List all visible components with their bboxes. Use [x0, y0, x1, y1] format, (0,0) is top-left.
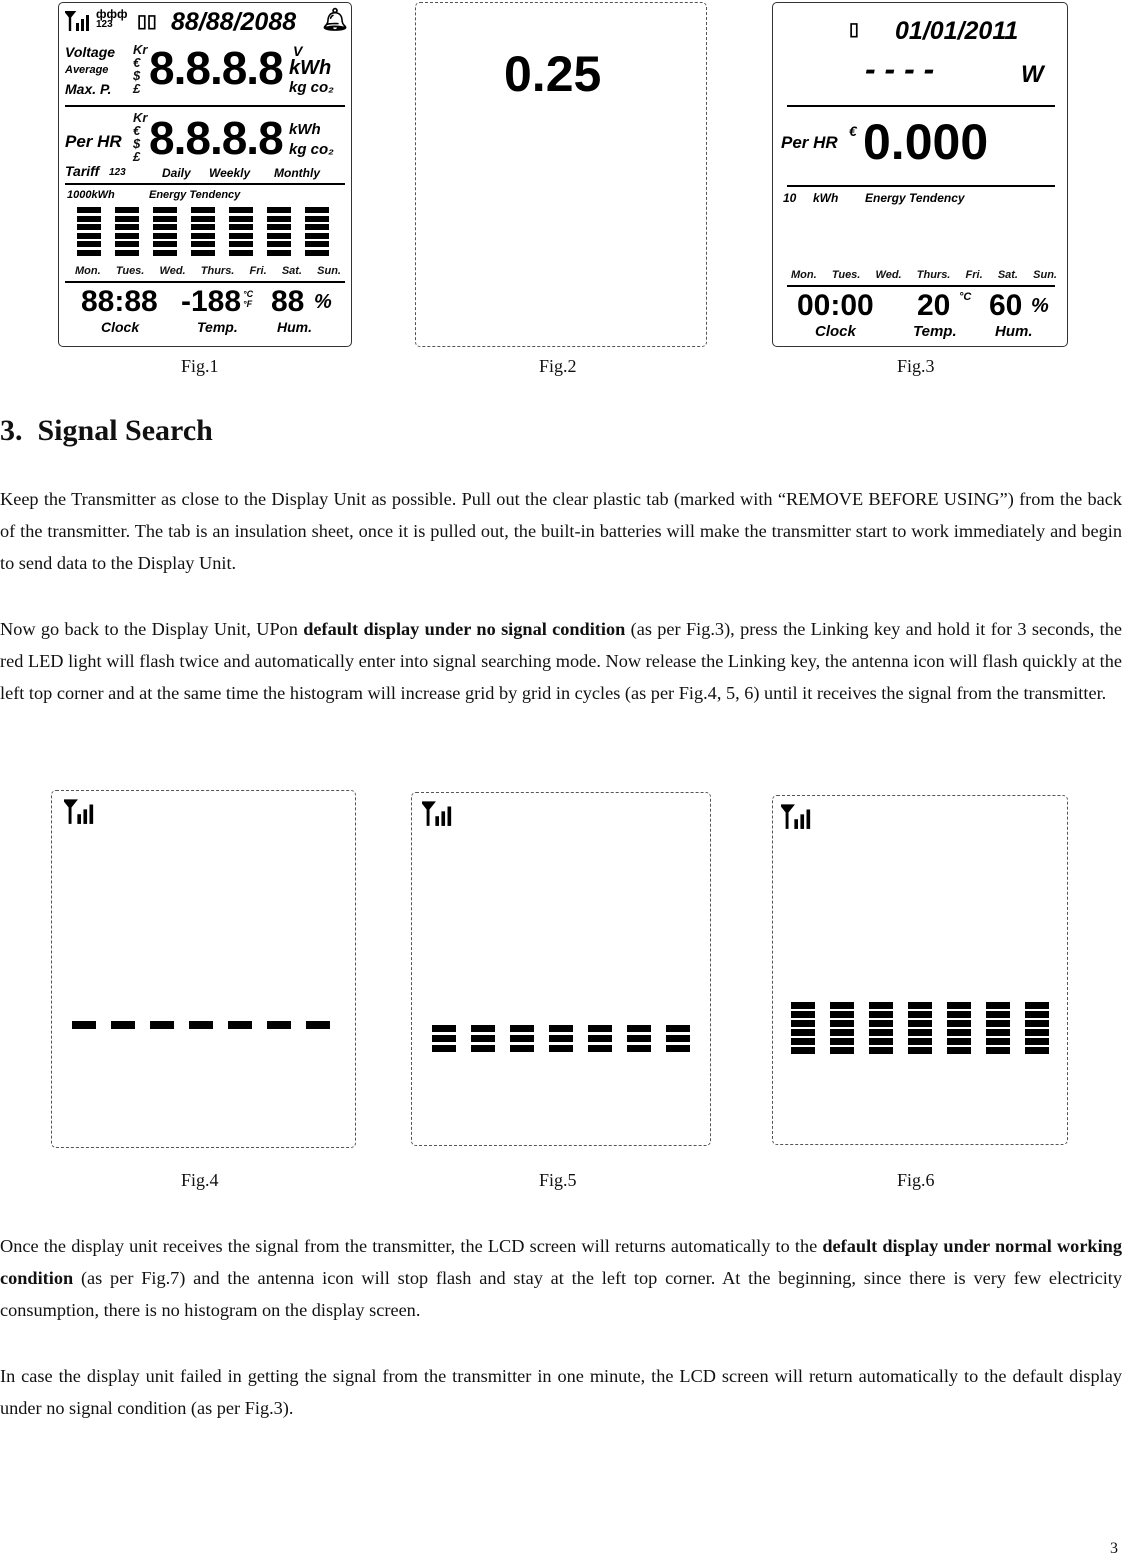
- histogram-cell: [115, 224, 139, 230]
- histogram-cell: [305, 216, 329, 222]
- battery-icon: ▯: [849, 19, 859, 39]
- histogram-cell: [830, 1020, 854, 1027]
- histogram-column: [947, 1002, 971, 1054]
- histogram-cell: [666, 1035, 690, 1042]
- fig3-energy-tendency: Energy Tendency: [865, 191, 965, 205]
- battery-icon: ▯▯: [137, 11, 157, 31]
- currency-euro: €: [133, 123, 141, 138]
- histogram-cell: [947, 1002, 971, 1009]
- histogram-column: [908, 1002, 932, 1054]
- fig3-per-hr: Per HR: [781, 133, 838, 152]
- histogram-cell: [229, 207, 253, 213]
- histogram-cell: [77, 233, 101, 239]
- fig3-label-hum: Hum.: [995, 323, 1033, 340]
- histogram-cell: [947, 1038, 971, 1045]
- histogram-cell: [1025, 1011, 1049, 1018]
- signal-digits: 123: [96, 19, 113, 30]
- unit-kgco2: kg co₂: [289, 79, 334, 96]
- paragraph-2-bold: default display under no signal condition: [303, 619, 626, 639]
- label-hum: Hum.: [277, 319, 312, 335]
- fig3-hum: 60: [989, 289, 1023, 322]
- histogram-column: [229, 207, 253, 256]
- day-thurs: Thurs.: [916, 269, 951, 281]
- caption-fig4: Fig.4: [181, 1170, 219, 1190]
- histogram-column: [432, 1025, 456, 1052]
- histogram-column: [791, 1002, 815, 1054]
- histogram-cell: [229, 216, 253, 222]
- paragraph-4: In case the display unit failed in getting the signal from the transmitter in one minute, the LCD screen will return automatically to the default display under no signal condition (as per Fig.3).: [0, 1366, 1122, 1418]
- histogram-cell: [627, 1045, 651, 1052]
- histogram-cell: [77, 216, 101, 222]
- histogram-cell: [1025, 1047, 1049, 1054]
- histogram-cell: [111, 1021, 135, 1029]
- histogram-column: [588, 1025, 612, 1052]
- histogram-cell: [549, 1025, 573, 1032]
- fig1-lcd-display: [58, 2, 352, 347]
- histogram-column: [267, 1021, 291, 1029]
- histogram-cell: [191, 207, 215, 213]
- histogram-cell: [908, 1047, 932, 1054]
- divider-1: [65, 105, 345, 107]
- histogram-cell: [830, 1029, 854, 1036]
- histogram-cell: [947, 1047, 971, 1054]
- histogram-cell: [986, 1002, 1010, 1009]
- histogram-cell: [471, 1045, 495, 1052]
- histogram-cell: [115, 250, 139, 256]
- histogram-cell: [77, 250, 101, 256]
- currency-kr: Kr: [133, 110, 148, 125]
- fig3-date: 01/01/2011: [895, 17, 1019, 45]
- fig3-temp-unit: °C: [959, 291, 972, 303]
- label-per-hr: Per HR: [65, 132, 122, 151]
- caption-fig6: Fig.6: [897, 1170, 935, 1190]
- paragraph-2: [0, 613, 1122, 709]
- hum-percent: %: [314, 291, 332, 313]
- currency-stack-2: [133, 111, 147, 163]
- paragraph-3-bold: default display under normal working condition: [0, 1236, 1122, 1288]
- histogram-cell: [432, 1045, 456, 1052]
- histogram-column: [267, 207, 291, 256]
- divider-1: [787, 105, 1055, 107]
- histogram-cell: [471, 1035, 495, 1042]
- currency-pound: £: [133, 149, 141, 164]
- histogram-fig5: [432, 1025, 690, 1052]
- histogram-cell: [153, 233, 177, 239]
- histogram-cell: [869, 1029, 893, 1036]
- caption-fig2: Fig.2: [539, 356, 577, 376]
- histogram-cell: [153, 216, 177, 222]
- histogram-cell: [267, 1021, 291, 1029]
- histogram-fig6: [791, 1002, 1049, 1054]
- histogram-column: [471, 1025, 495, 1052]
- fig3-lcd-display: [772, 2, 1068, 347]
- histogram-cell: [229, 250, 253, 256]
- histogram-cell: [869, 1020, 893, 1027]
- histogram-column: [869, 1002, 893, 1054]
- tower-icon: ффф: [96, 7, 128, 21]
- histogram-cell: [908, 1038, 932, 1045]
- histogram-column: [77, 207, 101, 256]
- histogram-column: [666, 1025, 690, 1052]
- histogram-cell: [588, 1045, 612, 1052]
- histogram-cell: [830, 1002, 854, 1009]
- fig5-lcd-display: [411, 792, 711, 1146]
- date-display: 88/88/2088: [171, 8, 297, 36]
- paragraph-2-text-a: Now go back to the Display Unit, UPon: [0, 619, 304, 639]
- histogram-cell: [869, 1002, 893, 1009]
- histogram-cell: [72, 1021, 96, 1029]
- paragraph-3: [0, 1230, 1122, 1326]
- histogram-fig4: [72, 1021, 330, 1029]
- histogram-cell: [267, 233, 291, 239]
- histogram-cell: [267, 207, 291, 213]
- histogram-cell: [150, 1021, 174, 1029]
- caption-fig1: Fig.1: [181, 356, 219, 376]
- histogram-cell: [947, 1029, 971, 1036]
- fig3-scale: 10: [783, 191, 797, 205]
- currency-dollar: $: [133, 136, 141, 151]
- fig3-temp: 20: [917, 289, 951, 322]
- histogram-cell: [791, 1002, 815, 1009]
- section-heading: 3. Signal Search: [0, 414, 213, 447]
- histogram-cell: [510, 1025, 534, 1032]
- day-tues: Tues.: [831, 269, 861, 281]
- main-digits-2: 8.8.8.8: [149, 112, 283, 164]
- label-daily: Daily: [162, 166, 191, 180]
- antenna-icon: [64, 799, 98, 827]
- histogram-cell: [549, 1035, 573, 1042]
- divider-3: [787, 285, 1055, 287]
- histogram-cell: [986, 1029, 1010, 1036]
- histogram-cell: [267, 216, 291, 222]
- day-sat: Sat.: [281, 265, 302, 277]
- histogram-cell: [510, 1045, 534, 1052]
- histogram-cell: [229, 224, 253, 230]
- histogram-cell: [191, 241, 215, 247]
- divider-2: [65, 183, 345, 185]
- histogram-cell: [191, 216, 215, 222]
- temp-units: °C °F: [243, 289, 254, 309]
- histogram-cell: [267, 241, 291, 247]
- histogram-column: [549, 1025, 573, 1052]
- histogram-column: [191, 207, 215, 256]
- histogram-column: [189, 1021, 213, 1029]
- currency-stack-1: [133, 43, 147, 95]
- histogram-cell: [77, 207, 101, 213]
- unit-kwh-2: kWh: [289, 121, 321, 138]
- histogram-cell: [229, 233, 253, 239]
- histogram-column: [305, 207, 329, 256]
- fig3-w-unit: W: [1021, 61, 1044, 88]
- histogram-column: [627, 1025, 651, 1052]
- antenna-icon: [781, 804, 815, 832]
- histogram-column: [830, 1002, 854, 1054]
- label-monthly: Monthly: [274, 166, 320, 180]
- histogram-cell: [191, 233, 215, 239]
- histogram-column: [150, 1021, 174, 1029]
- histogram-cell: [305, 250, 329, 256]
- histogram-cell: [1025, 1020, 1049, 1027]
- histogram-cell: [432, 1035, 456, 1042]
- label-tariff-num: 123: [109, 167, 126, 178]
- fig3-currency: €: [849, 123, 857, 139]
- main-digits-1: 8.8.8.8: [149, 42, 283, 94]
- histogram-cell: [830, 1038, 854, 1045]
- histogram-cell: [986, 1011, 1010, 1018]
- label-clock: Clock: [101, 319, 140, 335]
- unit-kwh: kWh: [289, 57, 332, 79]
- histogram-cell: [627, 1025, 651, 1032]
- currency-pound: £: [133, 81, 141, 96]
- histogram-cell: [153, 241, 177, 247]
- histogram-cell: [115, 233, 139, 239]
- histogram-cell: [830, 1047, 854, 1054]
- histogram-cell: [908, 1002, 932, 1009]
- temp-digits: -188: [181, 285, 242, 318]
- alarm-bell-icon: 🔔︎: [321, 7, 349, 32]
- histogram-column: [228, 1021, 252, 1029]
- fig4-lcd-display: [51, 790, 356, 1148]
- histogram-cell: [986, 1020, 1010, 1027]
- day-sun: Sun.: [1033, 269, 1057, 281]
- histogram-cell: [77, 241, 101, 247]
- histogram-cell: [947, 1020, 971, 1027]
- histogram-cell: [869, 1038, 893, 1045]
- histogram-cell: [986, 1038, 1010, 1045]
- histogram-cell: [189, 1021, 213, 1029]
- histogram-cell: [869, 1011, 893, 1018]
- label-max-p: Max. P.: [65, 81, 112, 97]
- histogram-cell: [666, 1045, 690, 1052]
- label-scale: 1000kWh: [67, 189, 115, 201]
- antenna-icon: [65, 11, 93, 33]
- fig3-percent: %: [1031, 295, 1049, 317]
- day-wed: Wed.: [875, 269, 902, 281]
- histogram-cell: [1025, 1029, 1049, 1036]
- paragraph-1: Keep the Transmitter as close to the Display Unit as possible. Pull out the clear plastic tab (marked with “REMOVE BEFORE USING”) from the back of the transmitter. The tab is an insulation sheet, once it is pulled out, the built-in batteries will make the transmitter start to work immediately and begin to send data to the Display Unit.: [0, 489, 1122, 573]
- paragraph-3-text-b: (as per Fig.7) and the antenna icon will stop flash and stay at the left top corner. At the beginning, since there is very few electricity consumption, there is no histogram on the display screen.: [0, 1268, 1122, 1320]
- histogram-column: [153, 207, 177, 256]
- label-average: Average: [65, 64, 109, 76]
- day-labels-fig3: [791, 269, 1057, 281]
- histogram-cell: [791, 1029, 815, 1036]
- hum-digits: 88: [271, 285, 305, 318]
- unit-kgco2-2: kg co₂: [289, 141, 334, 158]
- day-wed: Wed.: [159, 265, 186, 277]
- day-mon: Mon.: [791, 269, 817, 281]
- histogram-column: [1025, 1002, 1049, 1054]
- histogram-cell: [588, 1035, 612, 1042]
- histogram-column: [111, 1021, 135, 1029]
- histogram-cell: [471, 1025, 495, 1032]
- label-energy-tendency: Energy Tendency: [149, 189, 241, 201]
- histogram-cell: [153, 224, 177, 230]
- currency-kr: Kr: [133, 42, 148, 57]
- day-thurs: Thurs.: [200, 265, 235, 277]
- currency-dollar: $: [133, 68, 141, 83]
- histogram-cell: [115, 216, 139, 222]
- histogram-cell: [305, 224, 329, 230]
- divider-3: [65, 281, 345, 283]
- day-labels-fig1: [75, 265, 341, 277]
- divider-2: [787, 185, 1055, 187]
- histogram-cell: [947, 1011, 971, 1018]
- histogram-column: [72, 1021, 96, 1029]
- day-fri: Fri.: [249, 265, 267, 277]
- histogram-cell: [229, 241, 253, 247]
- histogram-cell: [153, 250, 177, 256]
- histogram-cell: [830, 1011, 854, 1018]
- histogram-cell: [267, 250, 291, 256]
- label-tariff: Tariff: [65, 163, 100, 179]
- histogram-cell: [908, 1029, 932, 1036]
- histogram-cell: [1025, 1002, 1049, 1009]
- fig2-value: 0.25: [504, 46, 602, 102]
- clock-digits: 88:88: [81, 285, 158, 318]
- histogram-cell: [908, 1020, 932, 1027]
- histogram-column: [306, 1021, 330, 1029]
- histogram-column: [115, 207, 139, 256]
- histogram-cell: [510, 1035, 534, 1042]
- label-temp: Temp.: [197, 319, 238, 335]
- histogram-cell: [115, 241, 139, 247]
- fig3-kwh: kWh: [813, 191, 839, 205]
- label-weekly: Weekly: [209, 166, 251, 180]
- histogram-cell: [306, 1021, 330, 1029]
- day-sun: Sun.: [317, 265, 341, 277]
- histogram-cell: [986, 1047, 1010, 1054]
- histogram-cell: [191, 224, 215, 230]
- histogram-cell: [267, 224, 291, 230]
- fig3-value: 0.000: [863, 114, 989, 170]
- histogram-cell: [791, 1038, 815, 1045]
- caption-fig5: Fig.5: [539, 1170, 577, 1190]
- histogram-cell: [1025, 1038, 1049, 1045]
- fig6-lcd-display: [772, 795, 1068, 1145]
- histogram-cell: [432, 1025, 456, 1032]
- histogram-cell: [191, 250, 215, 256]
- histogram-cell: [305, 233, 329, 239]
- antenna-icon: [422, 801, 456, 829]
- histogram-cell: [228, 1021, 252, 1029]
- histogram-column: [986, 1002, 1010, 1054]
- currency-euro: €: [133, 55, 141, 70]
- fig3-label-clock: Clock: [815, 323, 856, 340]
- day-fri: Fri.: [965, 269, 983, 281]
- fig3-label-temp: Temp.: [913, 323, 957, 340]
- histogram-cell: [115, 207, 139, 213]
- fig3-clock: 00:00: [797, 289, 874, 322]
- histogram-cell: [627, 1035, 651, 1042]
- histogram-cell: [791, 1047, 815, 1054]
- paragraph-2-text-b: (as per Fig.3), press the Linking key and hold it for 3 seconds, the red LED light will flash twice and automatically enter into signal searching mode. Now release the Linking key, the antenna icon will flash quickly at the left top corner and at the same time the histogram will increase grid by grid in cycles (as per Fig.4, 5, 6) until it receives the signal from the transmitter.: [0, 619, 1122, 703]
- day-mon: Mon.: [75, 265, 101, 277]
- histogram-cell: [666, 1025, 690, 1032]
- unit-v: V: [293, 43, 303, 59]
- histogram-cell: [549, 1045, 573, 1052]
- histogram-cell: [305, 241, 329, 247]
- histogram-cell: [791, 1020, 815, 1027]
- histogram-cell: [153, 207, 177, 213]
- paragraph-3-text-a: Once the display unit receives the signal from the transmitter, the LCD screen will returns automatically to the: [0, 1236, 823, 1256]
- day-sat: Sat.: [997, 269, 1018, 281]
- caption-fig3: Fig.3: [897, 356, 935, 376]
- histogram-cell: [791, 1011, 815, 1018]
- histogram-cell: [77, 224, 101, 230]
- page-number: 3: [1110, 1540, 1118, 1557]
- histogram-column: [510, 1025, 534, 1052]
- histogram-cell: [908, 1011, 932, 1018]
- histogram-cell: [588, 1025, 612, 1032]
- fig3-watts: - - - -: [865, 51, 935, 87]
- label-voltage: Voltage: [65, 44, 116, 60]
- histogram-cell: [305, 207, 329, 213]
- fig2-lcd-display: [415, 2, 707, 347]
- day-tues: Tues.: [115, 265, 145, 277]
- histogram-fig1: [77, 207, 329, 256]
- histogram-cell: [869, 1047, 893, 1054]
